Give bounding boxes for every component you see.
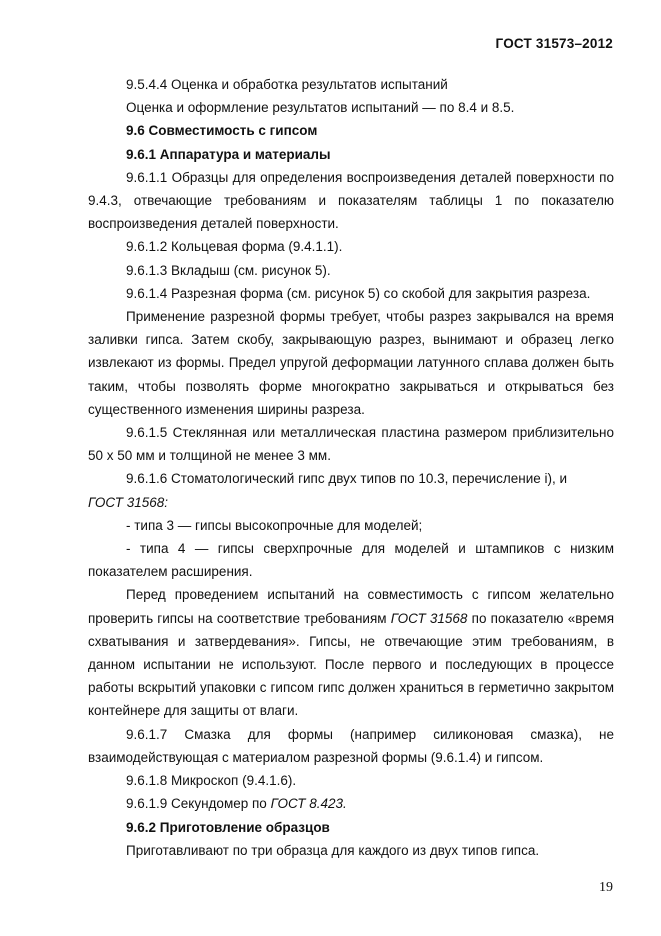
- heading-9-6: 9.6 Совместимость с гипсом: [126, 123, 318, 139]
- paragraph-9-6-1-7: 9.6.1.7 Смазка для формы (например силиконовая смазка), не взаимодействующая с материалом разрезной формы (9.6.1.4) и гипсом.: [88, 726, 614, 765]
- paragraph-9-6-1-1: 9.6.1.1 Образцы для определения воспроизведения деталей поверхности по 9.4.3, отвечающие требованиям и показателям таблицы 1 по показателю воспроизведения деталей поверхности.: [88, 169, 614, 232]
- paragraph-9-6-1-6-ref: [88, 491, 614, 514]
- paragraph-9-6-1-4: 9.6.1.4 Разрезная форма (см. рисунок 5) со скобой для закрытия разреза.: [126, 285, 591, 301]
- paragraph-9-5-4-4: 9.5.4.4 Оценка и обработка результатов испытаний: [126, 77, 448, 92]
- heading-9-6-2: 9.6.2 Приготовление образцов: [126, 819, 330, 835]
- paragraph-9-6-1-9-text: 9.6.1.9 Секундомер по: [126, 796, 267, 812]
- gost-8-423-reference: ГОСТ 8.423.: [270, 796, 347, 812]
- paragraph-9-6-1-3: 9.6.1.3 Вкладыш (см. рисунок 5).: [126, 262, 331, 278]
- paragraph-sample-prep: Приготавливают по три образца для каждого из двух типов гипса.: [126, 842, 540, 858]
- document-body: [88, 73, 614, 862]
- gost-31568-reference: ГОСТ 31568:: [88, 494, 168, 510]
- paragraph-9-6-1-6: [88, 467, 614, 490]
- paragraph-before-text-a: Перед проведением испытаний на совместимость с гипсом желательно проверить гипсы на соответствие требованиям: [88, 587, 614, 626]
- list-item-type-4: - типа 4 — гипсы сверхпрочные для моделей и штампиков с низким показателем расширения.: [88, 541, 614, 580]
- standard-header: ГОСТ 31573–2012: [495, 36, 613, 51]
- paragraph-9-6-1-6-text: 9.6.1.6 Стоматологический гипс двух типов по 10.3, перечисление i), и: [126, 471, 568, 487]
- paragraph-evaluation: Оценка и оформление результатов испытаний — по 8.4 и 8.5.: [126, 100, 515, 116]
- paragraph-before-testing: [88, 583, 614, 722]
- paragraph-9-6-1-8: 9.6.1.8 Микроскоп (9.4.1.6).: [126, 773, 297, 789]
- gost-31568-inline-reference: ГОСТ 31568: [390, 610, 468, 626]
- paragraph-9-6-1-5: 9.6.1.5 Стеклянная или металлическая пластина размером приблизительно 50 x 50 мм и толщиной не менее 3 мм.: [88, 425, 614, 464]
- list-item-type-3: - типа 3 — гипсы высокопрочные для моделей;: [126, 517, 423, 533]
- paragraph-9-6-1-9: [88, 792, 614, 815]
- heading-9-6-1: 9.6.1 Аппаратура и материалы: [126, 146, 331, 162]
- paragraph-9-6-1-2: 9.6.1.2 Кольцевая форма (9.4.1.1).: [126, 239, 343, 255]
- page-number: 19: [599, 880, 613, 895]
- paragraph-before-text-b: по показателю «время схватывания и затвердевания». Гипсы, не отвечающие этим требованиям, в данном испытании не используют. После первого и последующих в процессе работы вскрытий упаковки с гипсом гипс должен храниться в герметично закрытом контейнере для защиты от влаги.: [88, 610, 614, 719]
- paragraph-split-form: Применение разрезной формы требует, чтобы разрез закрывался на время заливки гипса. Затем скобу, закрывающую разрез, вынимают и образец легко извлекают из формы. Предел упругой деформации латунного сплава должен быть таким, чтобы позволять форме многократно закрываться и открываться без существенного изменения ширины разреза.: [88, 309, 614, 417]
